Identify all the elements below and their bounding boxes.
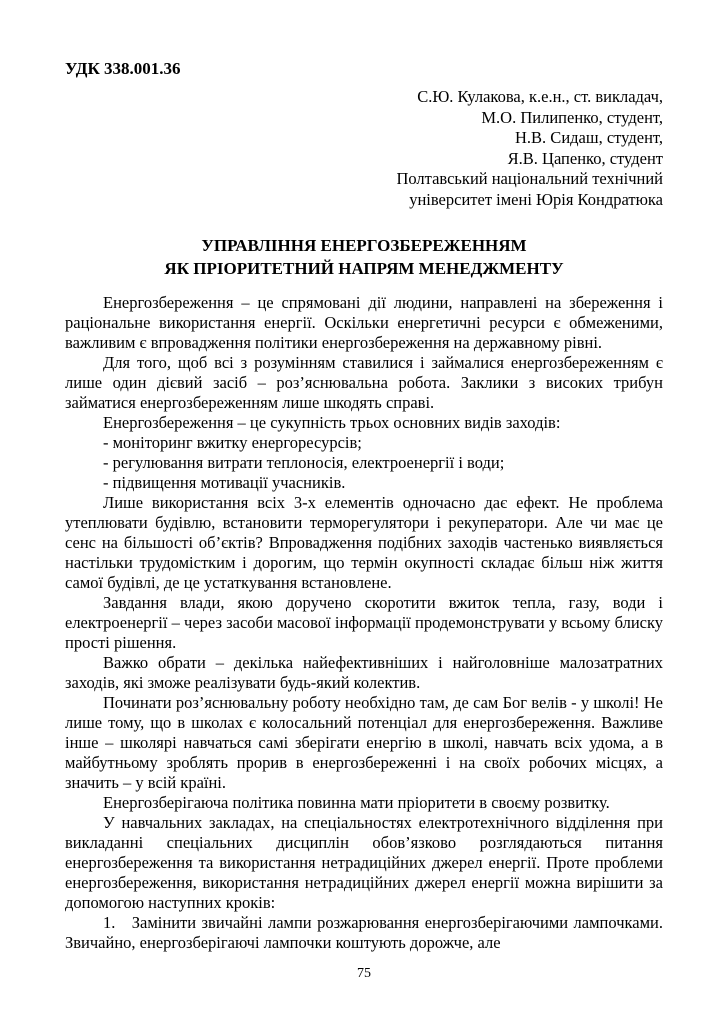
author-line: Я.В. Цапенко, студент [507,148,663,168]
paragraph: Для того, щоб всі з розумінням ставилися і займалися енергозбереженням є лише один дієвий засіб – роз’яснювальна робота. Заклики з високих трибун займатися енергозбереженням лише шкодять справі. [65,353,663,412]
article-title-line1: УПРАВЛІННЯ ЕНЕРГОЗБЕРЕЖЕННЯМ [201,236,527,255]
paragraph: Важко обрати – декілька найефективніших і найголовніше малозатратних заходів, які зможе реалізувати будь-який колектив. [65,653,663,692]
author-line: університет імені Юрія Кондратюка [409,189,663,209]
paragraph: - підвищення мотивації учасників. [103,473,346,492]
article-body [65,293,663,953]
paragraph: Енергозбереження – це сукупність трьох основних видів заходів: [103,413,561,432]
paragraph: Починати роз’яснювальну роботу необхідно там, де сам Бог велів - у школі! Не лише тому, що в школах є колосальний потенціал для енергозбереження. Важливе інше – школярі навчаться самі зберігати енергію в школі, навчать всіх удома, а в майбутньому зроблять прорив в енергозбереженні і на своїх робочих місцях, а значить – у всій країні. [65,693,663,792]
paragraph: У навчальних закладах, на спеціальностях електротехнічного відділення при викладанні спеціальних дисциплін обов’язково розглядаються питання енергозбереження та використання нетрадиційних джерел енергії. Проте проблеми енергозбереження, використання нетрадиційних джерел енергії можна вирішити за допомогою наступних кроків: [65,813,663,912]
author-block [65,87,663,210]
author-line: Н.В. Сидаш, студент, [515,128,663,147]
author-line: М.О. Пилипенко, студент, [481,107,663,127]
paragraph: Завдання влади, якою доручено скоротити вжиток тепла, газу, води і електроенергії – через засоби масової інформації продемонструвати у всьому блиску прості рішення. [65,593,663,652]
paragraph: Енергозберігаюча політика повинна мати пріоритети в своєму розвитку. [103,793,610,812]
page-content [65,58,663,953]
article-title [65,234,663,280]
page-number: 75 [357,966,371,981]
article-title-line2: ЯК ПРІОРИТЕТНИЙ НАПРЯМ МЕНЕДЖМЕНТУ [164,259,564,278]
paragraph: Лише використання всіх 3-х елементів одночасно дає ефект. Не проблема утеплювати будівлю, встановити терморегулятори і рекуператори. Але чи має це сенс на більшості об’єктів? Впровадження подібних заходів частенько виявляється настільки трудомістким і дорогим, що термін окупності складає більш ніж життя самої будівлі, де це устаткування встановлене. [65,493,663,592]
author-line: С.Ю. Кулакова, к.е.н., ст. викладач, [417,87,663,106]
paragraph: Енергозбереження – це спрямовані дії людини, направлені на збереження і раціональне використання енергії. Оскільки енергетичні ресурси є обмеженими, важливим є впровадження політики енергозбереження на державному рівні. [65,293,663,352]
paragraph: - моніторинг вжитку енергоресурсів; [103,433,362,452]
author-line: Полтавський національний технічний [396,169,663,188]
udc-code: УДК 338.001.36 [65,59,181,78]
paragraph: 1. Замінити звичайні лампи розжарювання енергозберігаючими лампочками. Звичайно, енергозберігаючі лампочки коштують дорожче, але [65,913,663,952]
paragraph: - регулювання витрати теплоносія, електроенергії і води; [103,453,505,472]
